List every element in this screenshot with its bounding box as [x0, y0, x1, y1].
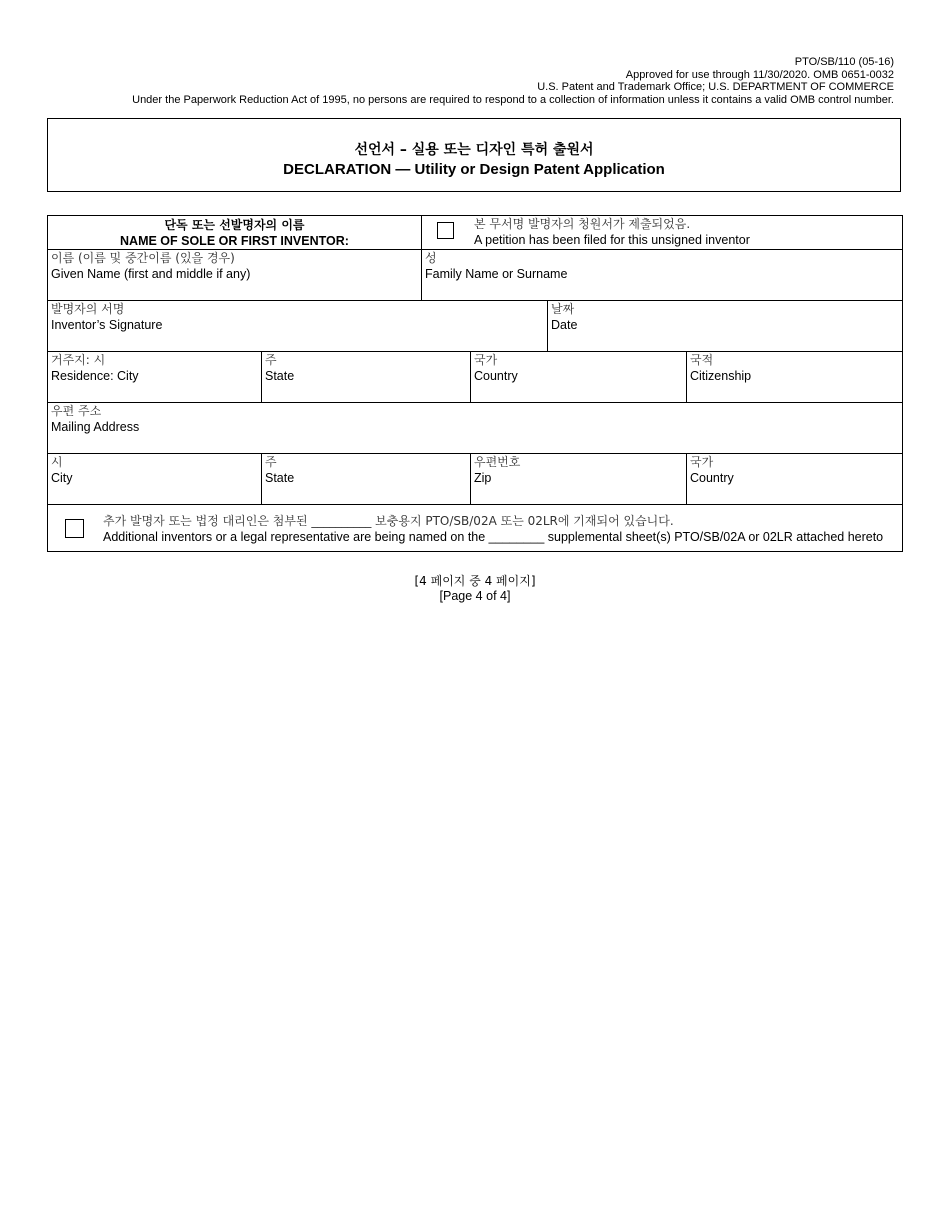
petition-cell [421, 216, 902, 249]
residence-city-label-ko: 거주지: 시 [51, 353, 106, 367]
mailing-address-label-en: Mailing Address [51, 420, 140, 434]
mailing-address-label-ko: 우편 주소 [51, 404, 102, 418]
residence-state-label-en: State [265, 369, 295, 383]
petition-checkbox[interactable] [437, 222, 454, 239]
additional-inventors-checkbox[interactable] [65, 519, 84, 538]
citizenship-label-ko: 국적 [690, 353, 714, 367]
title-box [47, 118, 901, 192]
petition-label-ko: 본 무서명 발명자의 청원서가 제출되었음. [474, 217, 691, 231]
given-name-label-en: Given Name (first and middle if any) [51, 267, 251, 281]
residence-city-field[interactable] [48, 351, 261, 402]
page-number-ko: [4 페이지 중 4 페이지] [414, 574, 536, 588]
family-name-label-ko: 성 [425, 251, 437, 265]
form-header [132, 56, 894, 106]
citizenship-field[interactable] [686, 351, 902, 402]
paperwork-notice: Under the Paperwork Reduction Act of 1995, no persons are required to respond to a collection of information unless it contains a valid OMB control number. [132, 93, 894, 106]
signature-label-en: Inventor’s Signature [51, 318, 163, 332]
signature-label-ko: 발명자의 서명 [51, 302, 125, 316]
form-number: PTO/SB/110 (05-16) [794, 56, 894, 68]
residence-country-label-ko: 국가 [474, 353, 498, 367]
family-name-label-en: Family Name or Surname [425, 267, 568, 281]
mailing-address-field[interactable] [48, 402, 902, 453]
zip-label-ko: 우편번호 [474, 455, 521, 469]
additional-inventors-ko: 추가 발명자 또는 법정 대리인은 첨부된 __________ 보충용지 PTO/SB/02A 또는 02LR에 기재되어 있습니다. [103, 514, 674, 528]
mailing-city-field[interactable] [48, 453, 261, 504]
residence-state-label-ko: 주 [265, 353, 277, 367]
residence-country-field[interactable] [470, 351, 686, 402]
mailing-state-label-ko: 주 [265, 455, 277, 469]
inventor-form [47, 215, 903, 552]
mailing-country-label-ko: 국가 [690, 455, 714, 469]
zip-label-en: Zip [474, 471, 492, 485]
approval-notice: Approved for use through 11/30/2020. OMB 0651-0032 [625, 68, 894, 81]
inventor-heading [48, 216, 421, 249]
petition-label-en: A petition has been filed for this unsigned inventor [474, 233, 750, 247]
mailing-state-field[interactable] [261, 453, 470, 504]
page-footer [0, 574, 950, 604]
additional-inventors-en: Additional inventors or a legal representative are being named on the ________ supplemental sheet(s) PTO/SB/02A or 02LR attached hereto [103, 530, 884, 544]
citizenship-label-en: Citizenship [690, 369, 752, 383]
given-name-label-ko: 이름 (이름 및 중간이름 (있을 경우) [51, 251, 235, 265]
residence-state-field[interactable] [261, 351, 470, 402]
title-korean: 선언서 – 실용 또는 디자인 특허 출원서 [354, 142, 594, 158]
mailing-country-label-en: Country [690, 471, 734, 485]
page-number-en: [Page 4 of 4] [439, 589, 511, 603]
given-name-field[interactable] [48, 249, 421, 300]
additional-inventors-row [48, 504, 902, 551]
mailing-state-label-en: State [265, 471, 295, 485]
title-english: DECLARATION — Utility or Design Patent Application [283, 161, 665, 178]
inventor-heading-en: NAME OF SOLE OR FIRST INVENTOR: [120, 234, 349, 248]
mailing-city-label-en: City [51, 471, 73, 485]
office-name: U.S. Patent and Trademark Office; U.S. DEPARTMENT OF COMMERCE [537, 81, 894, 93]
date-label-ko: 날짜 [551, 302, 575, 316]
date-label-en: Date [551, 318, 578, 332]
family-name-field[interactable] [421, 249, 902, 300]
mailing-city-label-ko: 시 [51, 455, 63, 469]
residence-city-label-en: Residence: City [51, 369, 139, 383]
zip-field[interactable] [470, 453, 686, 504]
residence-country-label-en: Country [474, 369, 518, 383]
date-field[interactable] [547, 300, 902, 351]
signature-field[interactable] [48, 300, 547, 351]
mailing-country-field[interactable] [686, 453, 902, 504]
inventor-heading-ko: 단독 또는 선발명자의 이름 [164, 218, 305, 232]
